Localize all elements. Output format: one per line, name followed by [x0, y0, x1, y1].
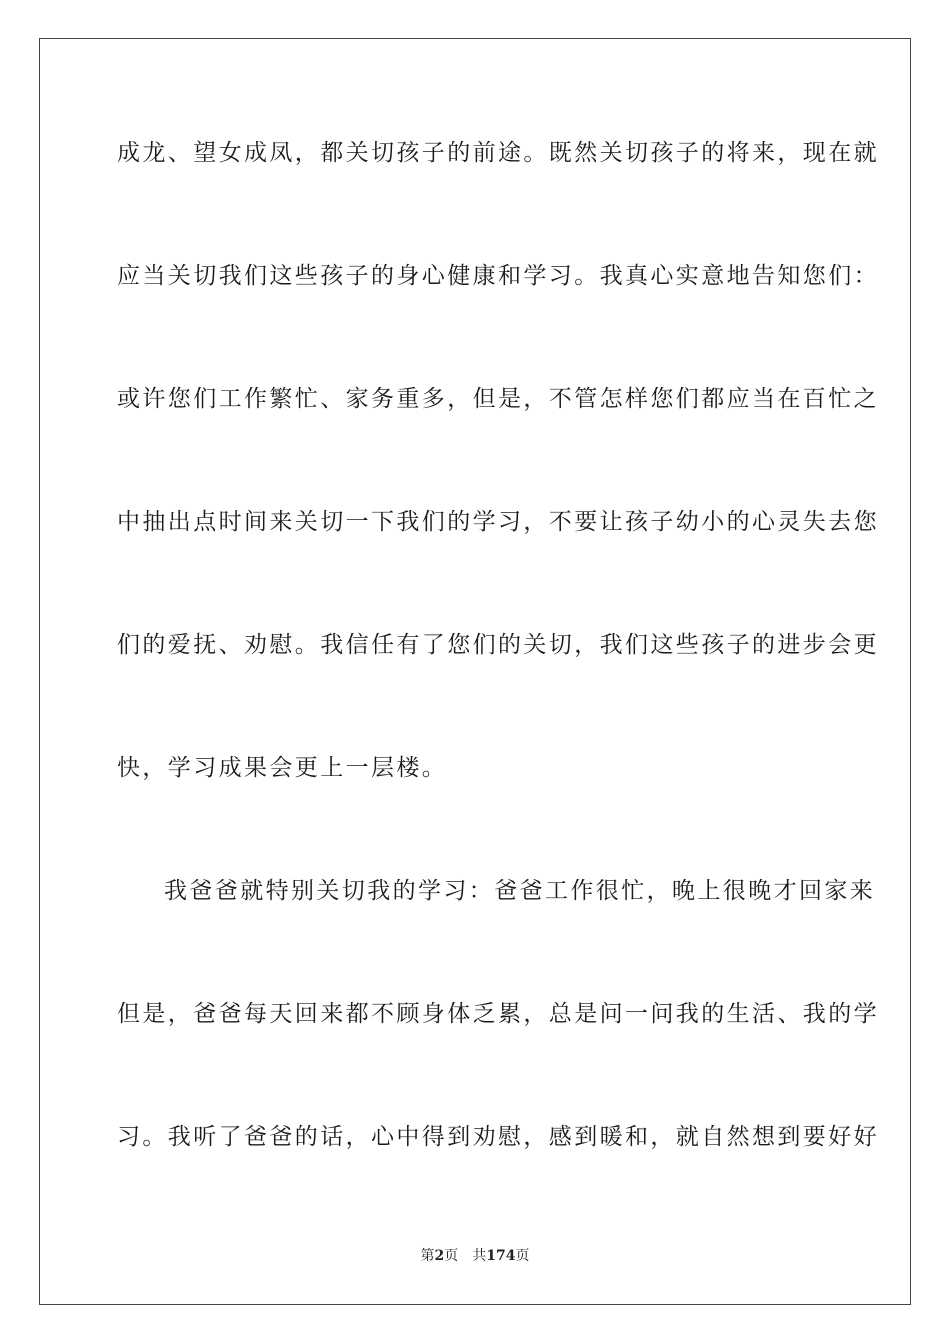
paragraph-line-7: 我爸爸就特别关切我的学习：爸爸工作很忙，晚上很晚才回家来 — [164, 878, 876, 904]
paragraph-line-2: 应当关切我们这些孩子的身心健康和学习。我真心实意地告知您们： — [117, 263, 879, 289]
paragraph-line-1: 成龙、望女成凤，都关切孩子的前途。既然关切孩子的将来，现在就 — [117, 140, 879, 166]
page-border — [39, 38, 911, 1305]
paragraph-line-4: 中抽出点时间来关切一下我们的学习，不要让孩子幼小的心灵失去您 — [117, 509, 879, 535]
footer-page-number: 2 — [434, 1248, 445, 1264]
paragraph-line-9: 习。我听了爸爸的话，心中得到劝慰，感到暖和，就自然想到要好好 — [117, 1124, 879, 1150]
footer-page-prefix: 第 — [420, 1248, 435, 1264]
paragraph-line-5: 们的爱抚、劝慰。我信任有了您们的关切，我们这些孩子的进步会更 — [117, 632, 879, 658]
footer-total-prefix: 共 — [472, 1248, 487, 1264]
paragraph-line-8: 但是，爸爸每天回来都不顾身体乏累，总是问一问我的生活、我的学 — [117, 1001, 879, 1027]
paragraph-line-3: 或许您们工作繁忙、家务重多，但是，不管怎样您们都应当在百忙之 — [117, 386, 879, 412]
paragraph-line-6: 快，学习成果会更上一层楼。 — [117, 755, 448, 781]
footer-total-suffix: 页 — [515, 1248, 530, 1264]
footer-total-pages: 174 — [486, 1248, 516, 1264]
footer-page-suffix: 页 — [444, 1248, 459, 1264]
page-footer — [0, 1247, 950, 1265]
